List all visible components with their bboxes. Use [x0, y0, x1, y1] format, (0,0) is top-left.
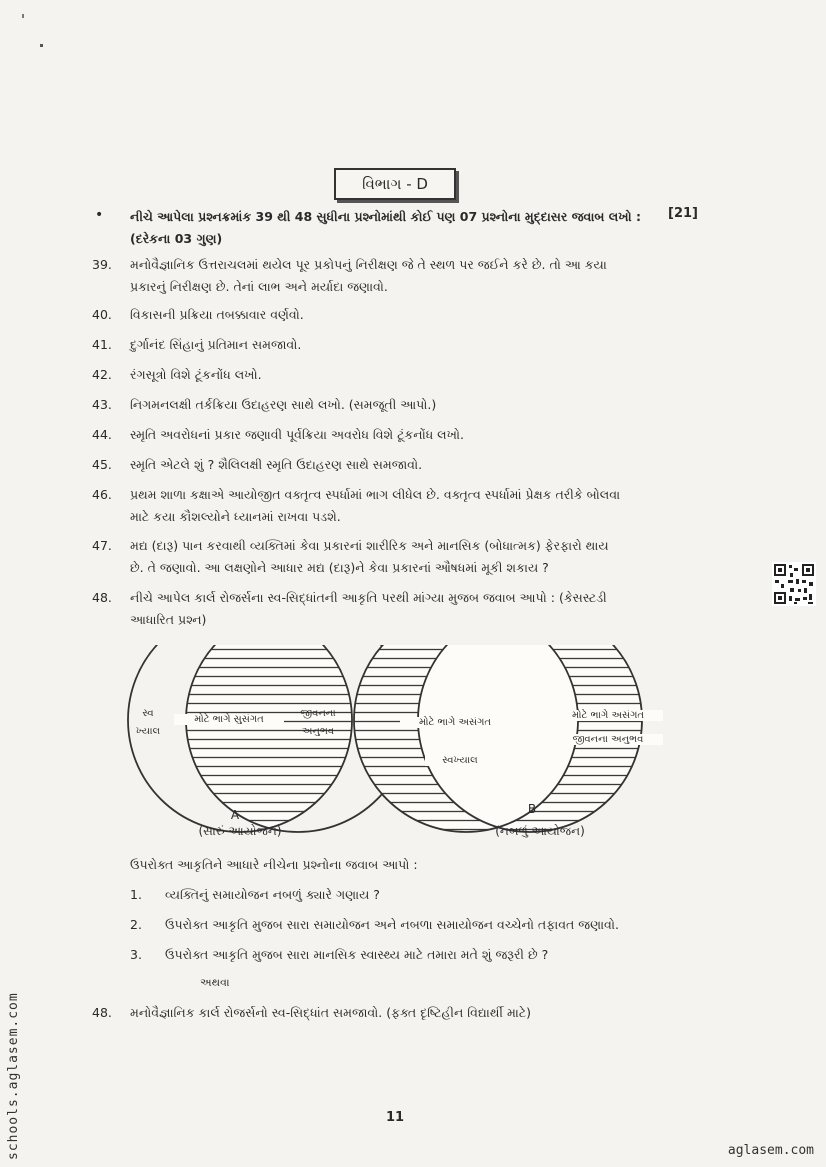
diagram-b-right-label-2: જીવનના અનુભવ: [553, 734, 663, 745]
label-line: ખ્યાલ: [135, 726, 161, 737]
question-line: મદ્ય (દારૂ) પાન કરવાથી વ્યક્તિમાં કેવા પ્રકારનાં શારીરિક અને માનસિક (બોધાત્મક) ફેરફારો થાય: [130, 538, 609, 553]
scan-speck: [22, 14, 24, 18]
question-text: રંગસૂત્રો વિશે ટૂંકનોંધ લખો.: [130, 367, 262, 382]
diagram-a-center-label: મોટે ભાગે સુસંગત: [174, 714, 284, 725]
or-label: અથવા: [200, 976, 230, 989]
sub-question-text: વ્યક્તિનું સમાયોજન નબળું ક્યારે ગણાય ?: [165, 887, 380, 902]
label-line: જીવનના: [300, 708, 336, 719]
section-marks: [21]: [668, 206, 698, 221]
instruction: [130, 206, 700, 250]
instruction-line: નીચે આપેલા પ્રશ્નક્રમાંક 39 થી 48 સુધીના પ્રશ્નોમાંથી કોઈ પણ 07 પ્રશ્નોના મુદ્દાસર જવાબ લખો :: [130, 209, 641, 224]
diagram-b-left-label-2: સ્વખ્યાલ: [425, 755, 495, 766]
scan-speck: [40, 44, 43, 47]
question-number: 44.: [92, 427, 112, 442]
question-line: છે. તે જણાવો. આ લક્ષણોને આધાર મદ્ય (દારૂ)ને કેવા પ્રકારનાં ઔષધમાં મૂકી શકાય ?: [130, 560, 549, 575]
question-text: નિગમનલક્ષી તર્કક્રિયા ઉદાહરણ સાથે લખો. (સમજૂતી આપો.): [130, 397, 437, 412]
section-title: વિભાગ - D: [334, 168, 456, 200]
sub-question-number: 1.: [130, 887, 142, 902]
question-text: સ્મૃતિ એટલે શું ? શૈલિલક્ષી સ્મૃતિ ઉદાહરણ સાથે સમજાવો.: [130, 457, 423, 472]
question-line: પ્રકારનું નિરીક્ષણ છે. તેનાં લાભ અને મર્યાદા જણાવો.: [130, 279, 388, 294]
label-line: સ્વ: [142, 708, 154, 719]
page-number: 11: [386, 1110, 405, 1125]
qr-code-icon: [772, 562, 816, 606]
diagram-b-caption: (નબળું આયોજન): [495, 824, 585, 838]
question-text: [130, 484, 700, 528]
question-number: 45.: [92, 457, 112, 472]
question-number: 48.: [92, 1005, 112, 1020]
diagram-a-letter: A: [230, 808, 240, 822]
sub-question-number: 2.: [130, 917, 142, 932]
question-line: મનોવૈજ્ઞાનિક ઉત્તરાચલમાં થયેલ પૂર પ્રકોપનું નિરીક્ષણ જે તે સ્થળ પર જઈને કરે છે. તો આ કયા: [130, 257, 607, 272]
question-text: [130, 587, 700, 631]
question-number: 43.: [92, 397, 112, 412]
bullet-icon: •: [95, 207, 104, 223]
footer-watermark: aglasem.com: [727, 1143, 814, 1158]
question-line: પ્રથમ શાળા કક્ષાએ આયોજીત વક્તૃત્વ સ્પર્ધામાં ભાગ લીધેલ છે. વક્તૃત્વ સ્પર્ધામાં પ્રેક્ષક તરીકે બોલવા: [130, 487, 621, 502]
question-text: વિકાસની પ્રક્રિયા તબક્કાવાર વર્ણવો.: [130, 307, 304, 322]
label-line: અનુભવ: [301, 726, 335, 737]
side-watermark: schools.aglasem.com: [6, 992, 21, 1160]
sub-question-text: ઉપરોક્ત આકૃતિ મુજબ સારા સમાયોજન અને નબળા સમાયોજન વચ્ચેનો તફાવત જણાવો.: [165, 917, 619, 932]
question-number: 40.: [92, 307, 112, 322]
question-text: દુર્ગાનંદ સિંહાનું પ્રતિમાન સમજાવો.: [130, 337, 302, 352]
diagram-b-right-label-1: મોટે ભાગે અસંગત: [553, 710, 663, 721]
sub-question-number: 3.: [130, 947, 142, 962]
diagram-a-left-label: [128, 705, 168, 741]
question-text: [130, 254, 700, 298]
question-text: [130, 535, 700, 579]
question-line: નીચે આપેલ કાર્લ રોજર્સના સ્વ-સિદ્ધાંતની આકૃતિ પરથી માંગ્યા મુજબ જવાબ આપો : (કેસસ્ટડી: [130, 590, 607, 605]
diagram-b-letter: B: [527, 802, 537, 816]
question-number: 41.: [92, 337, 112, 352]
question-line: માટે કયા કૌશલ્યોને ધ્યાનમાં રાખવા પડશે.: [130, 509, 341, 524]
question-text: સ્મૃતિ અવરોધનાં પ્રકાર જણાવી પૂર્વક્રિયા અવરોધ વિશે ટૂંકનોંધ લખો.: [130, 427, 464, 442]
diagram-a-caption: (સારું આયોજન): [198, 824, 282, 838]
question-line: આધારિત પ્રશ્ન): [130, 612, 207, 627]
question-number: 42.: [92, 367, 112, 382]
diagram-b-left-label-1: મોટે ભાગે અસંગત: [400, 717, 510, 728]
instruction-marks-note: (દરેકના 03 ગુણ): [130, 231, 223, 246]
question-number: 39.: [92, 257, 112, 272]
diagram-a-right-label: [288, 705, 348, 741]
question-number: 46.: [92, 487, 112, 502]
question-number: 48.: [92, 590, 112, 605]
venn-diagrams: [120, 645, 690, 845]
sub-question-intro: ઉપરોક્ત આકૃતિને આધારે નીચેના પ્રશ્નોના જવાબ આપો :: [130, 857, 418, 872]
sub-question-text: ઉપરોક્ત આકૃતિ મુજબ સારા માનસિક સ્વાસ્થ્ય માટે તમારા મતે શું જરૂરી છે ?: [165, 947, 549, 962]
question-text: મનોવૈજ્ઞાનિક કાર્લ રોજર્સનો સ્વ-સિદ્ધાંત સમજાવો. (ફક્ત દૃષ્ટિહીન વિદ્યાર્થી માટે): [130, 1005, 531, 1020]
question-number: 47.: [92, 538, 112, 553]
